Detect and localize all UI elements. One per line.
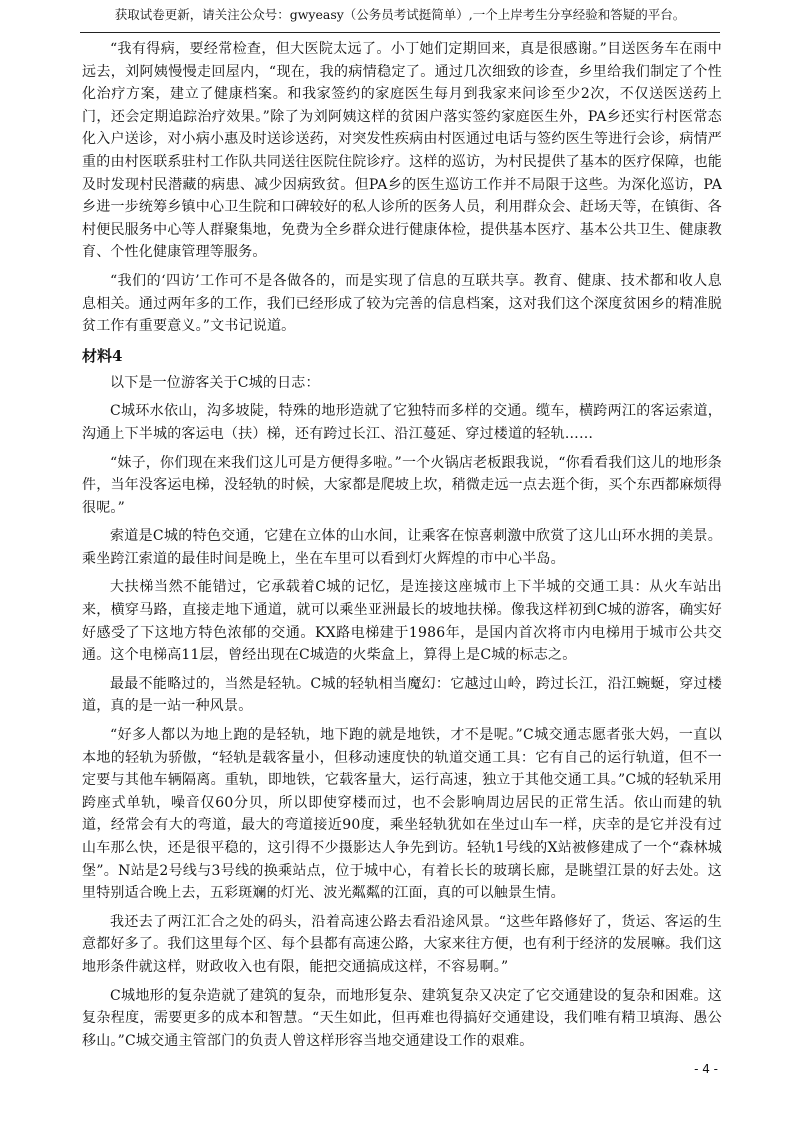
paragraph: 以下是一位游客关于C城的日志： [110, 374, 320, 391]
paragraph: “我们的‘四访’工作可不是各做各的，而是实现了信息的互联共享。教育、健康、技术都和收人息息相关。通过两年多的工作，我们已经形成了较为完善的信息档案，这对我们这个深度贫困乡的精准脱贫工作有重要意义。”文书记说道。 [82, 272, 722, 335]
paragraph: 我还去了两江汇合之处的码头，沿着高速公路去看沿途风景。“这些年路修好了，货运、客运的生意都好多了。我们这里每个区、每个县都有高速公路，大家来往方便，也有利于经济的发展嘛。我们这地形条件就这样，财政收入也有限，能把交通搞成这样，不容易啊。” [82, 913, 722, 975]
paragraph: “我有得病，要经常检查，但大医院太远了。小丁她们定期回来，真是很感谢。”目送医务车在雨中远去，刘阿姨慢慢走回屋内，“现在，我的病情稳定了。通过几次细致的诊查，乡里给我们制定了个性化治疗方案，建立了健康档案。和我家签约的家庭医生每月到我家来问诊至少2次，不仅送医送药上门，还会定期追踪治疗效果。”除了为刘阿姨这样的贫困户落实签约家庭医生外，PA乡还实行村医常态化入户送诊，对小病小惠及时送诊送药，对突发性疾病由村医通过电话与签约医生等进行会诊，病情严重的由村医联系驻村工作队共同送往医院住院诊疗。这样的巡访，为村民提供了基本的医疗保障，也能及时发现村民潜藏的病患、减少因病致贫。但PA乡的医生巡访工作并不局限于这些。为深化巡访，PA乡进一步统筹乡镇中心卫生院和口碑较好的私人诊所的医务人员，利用群众会、赶场天等，在镇街、各村便民服务中心等人群聚集地，免费为全乡群众进行健康体检，提供基本医疗、基本公共卫生、健康教育、个性化健康管理等服务。 [82, 41, 722, 261]
paragraph: C城地形的复杂造就了建筑的复杂，而地形复杂、建筑复杂又决定了它交通建设的复杂和困难。这复杂程度，需要更多的成本和智慧。“天生如此，但再难也得搞好交通建设，我们唯有精卫填海、愚公移山。”C城交通主管部门的负责人曾这样形容当地交通建设工作的艰难。 [82, 987, 722, 1049]
section-heading: 材料4 [82, 346, 123, 365]
paragraph: 大扶梯当然不能错过，它承载着C城的记忆，是连接这座城市上下半城的交通工具：从火车站出来，横穿马路，直接走地下通道，就可以乘坐亚洲最长的坡地扶梯。像我这样初到C城的游客，确实好好感受了下这地方特色浓郁的交通。KX路电梯建于1986年，是国内首次将市内电梯用于城市公共交通。这个电梯高11层，曾经出现在C城造的火柴盒上，算得上是C城的标志之。 [82, 579, 722, 664]
page-header: 获取试卷更新，请关注公众号：gwyeasy（公务员考试挺简单）,一个上岸考生分享经验和答疑的平台。 [114, 7, 686, 22]
header-divider [80, 32, 720, 33]
paragraph: 索道是C城的特色交通，它建在立体的山水间，让乘客在惊喜刺激中欣赏了这儿山环水拥的美景。乘坐跨江索道的最佳时间是晚上，坐在车里可以看到灯火辉煌的市中心半岛。 [82, 528, 722, 567]
paragraph: “妹子，你们现在来我们这儿可是方便得多啦。”一个火锅店老板跟我说，“你看看我们这儿的地形条件，当年没客运电梯，没轻轨的时候，大家都是爬坡上坎，稍微走远一点去逛个街，买个东西都麻烦得很呢。” [82, 454, 722, 516]
page-number: - 4 - [694, 1062, 718, 1076]
paragraph: C城环水依山，沟多坡陡，特殊的地形造就了它独特而多样的交通。缆车，横跨两江的客运索道，沟通上下半城的客运电（扶）梯，还有跨过长江、沿江蔓延、穿过楼道的轻轨…… [82, 403, 722, 442]
paragraph: 最最不能略过的，当然是轻轨。C城的轻轨相当魔幻：它越过山岭，跨过长江，沿江蜿蜒，穿过楼道，真的是一站一种风景。 [82, 675, 722, 715]
page-content [82, 38, 722, 1058]
paragraph: “好多人都以为地上跑的是轻轨，地下跑的就是地铁，才不是呢。”C城交通志愿者张大妈，一直以本地的轻轨为骄傲，“轻轨是载客量小，但移动速度快的轨道交通工具：它有自己的运行轨道，但不一定要与其他车辆隔离。重轨，即地铁，它载客量大，运行高速，独立于其他交通工具。”C城的轻轨采用跨座式单轨，噪音仅60分贝，所以即使穿楼而过，也不会影响周边居民的正常生活。依山而建的轨道，经常会有大的弯道，最大的弯道接近90度，乘坐轻轨犹如在坐过山车一样，庆幸的是它并没有过山车那么快，还是很平稳的，这引得不少摄影达人争先到访。轻轨1号线的X站被修建成了一个“森林城堡”。N站是2号线与3号线的换乘站点，位于城中心，有着长长的玻璃长廊，是眺望江景的好去处。这里特别适合晚上去，五彩斑斓的灯光、波光粼粼的江面，真的可以触景生情。 [82, 727, 722, 902]
